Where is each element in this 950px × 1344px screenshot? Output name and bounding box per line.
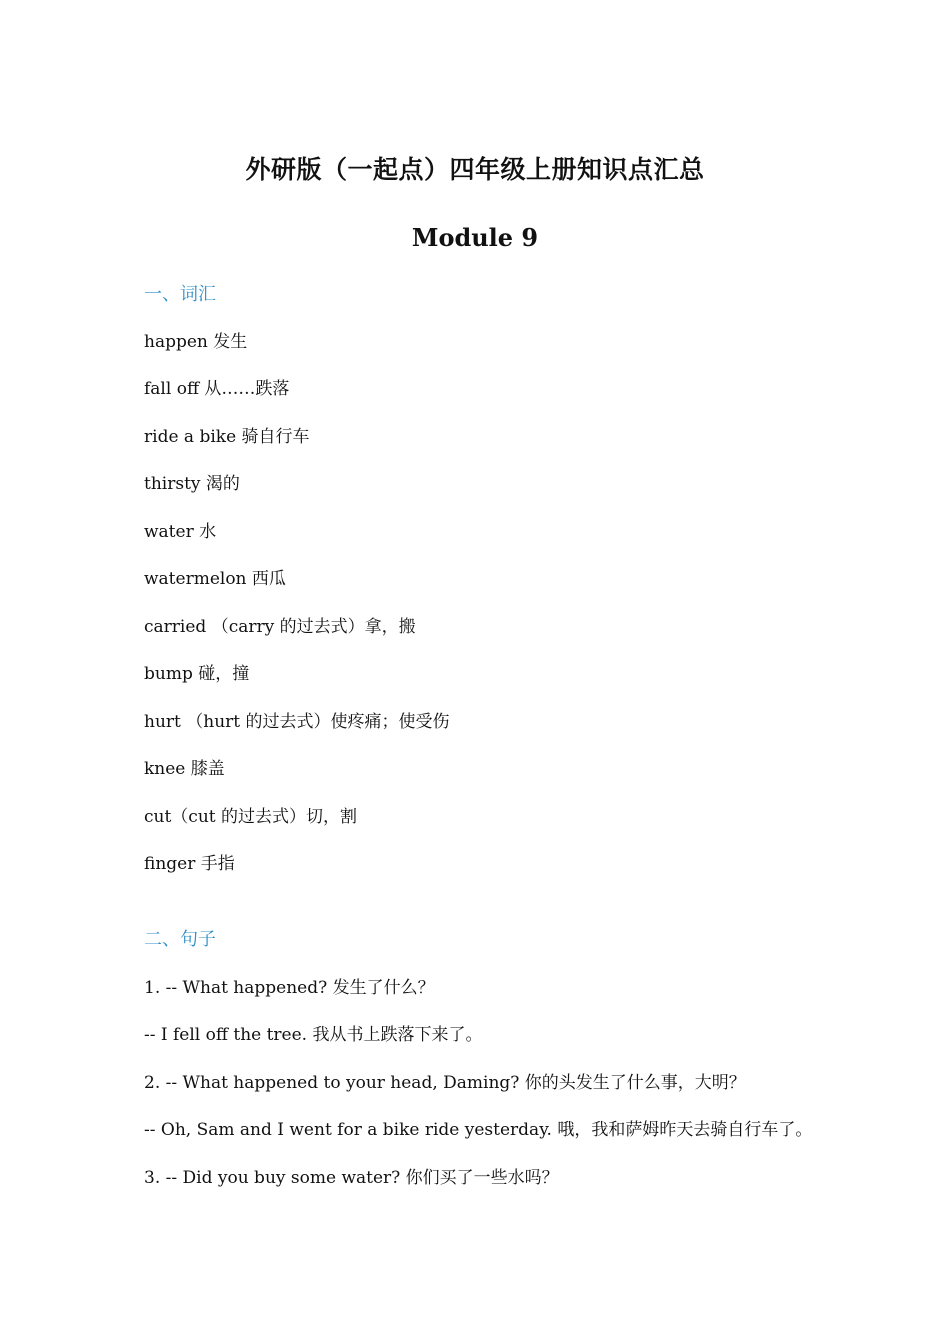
vocab-item: fall off 从……跌落 [144,379,290,399]
vocab-item: cut（cut 的过去式）切，割 [144,807,358,827]
sentence-line: 3. -- Did you buy some water? 你们买了一些水吗？ [144,1168,559,1188]
vocab-item: hurt （hurt 的过去式）使疼痛；使受伤 [144,712,450,732]
vocab-item: knee 膝盖 [144,759,225,779]
sentence-line: 2. -- What happened to your head, Daming? 你的头发生了什么事，大明？ [144,1073,746,1093]
vocab-item: ride a bike 骑自行车 [144,427,310,447]
vocab-item: water 水 [144,522,217,542]
document-title: 外研版（一起点）四年级上册知识点汇总 [245,155,705,184]
sentence-line: 1. -- What happened? 发生了什么？ [144,978,435,998]
vocab-item: thirsty 渴的 [144,474,240,494]
vocab-item: happen 发生 [144,332,248,352]
sentence-line: -- Oh, Sam and I went for a bike ride yesterday. 哦，我和萨姆昨天去骑自行车了。 [144,1120,813,1140]
vocab-item: bump 碰，撞 [144,664,250,684]
section-heading-sentences: 二、句子 [144,929,216,950]
sentence-line: -- I fell off the tree. 我从书上跌落下来了。 [144,1025,483,1045]
vocab-item: finger 手指 [144,854,235,874]
section-heading-vocabulary: 一、词汇 [144,284,216,305]
module-heading: Module 9 [411,223,539,252]
vocab-item: watermelon 西瓜 [144,569,286,589]
vocab-item: carried （carry 的过去式）拿，搬 [144,617,416,637]
